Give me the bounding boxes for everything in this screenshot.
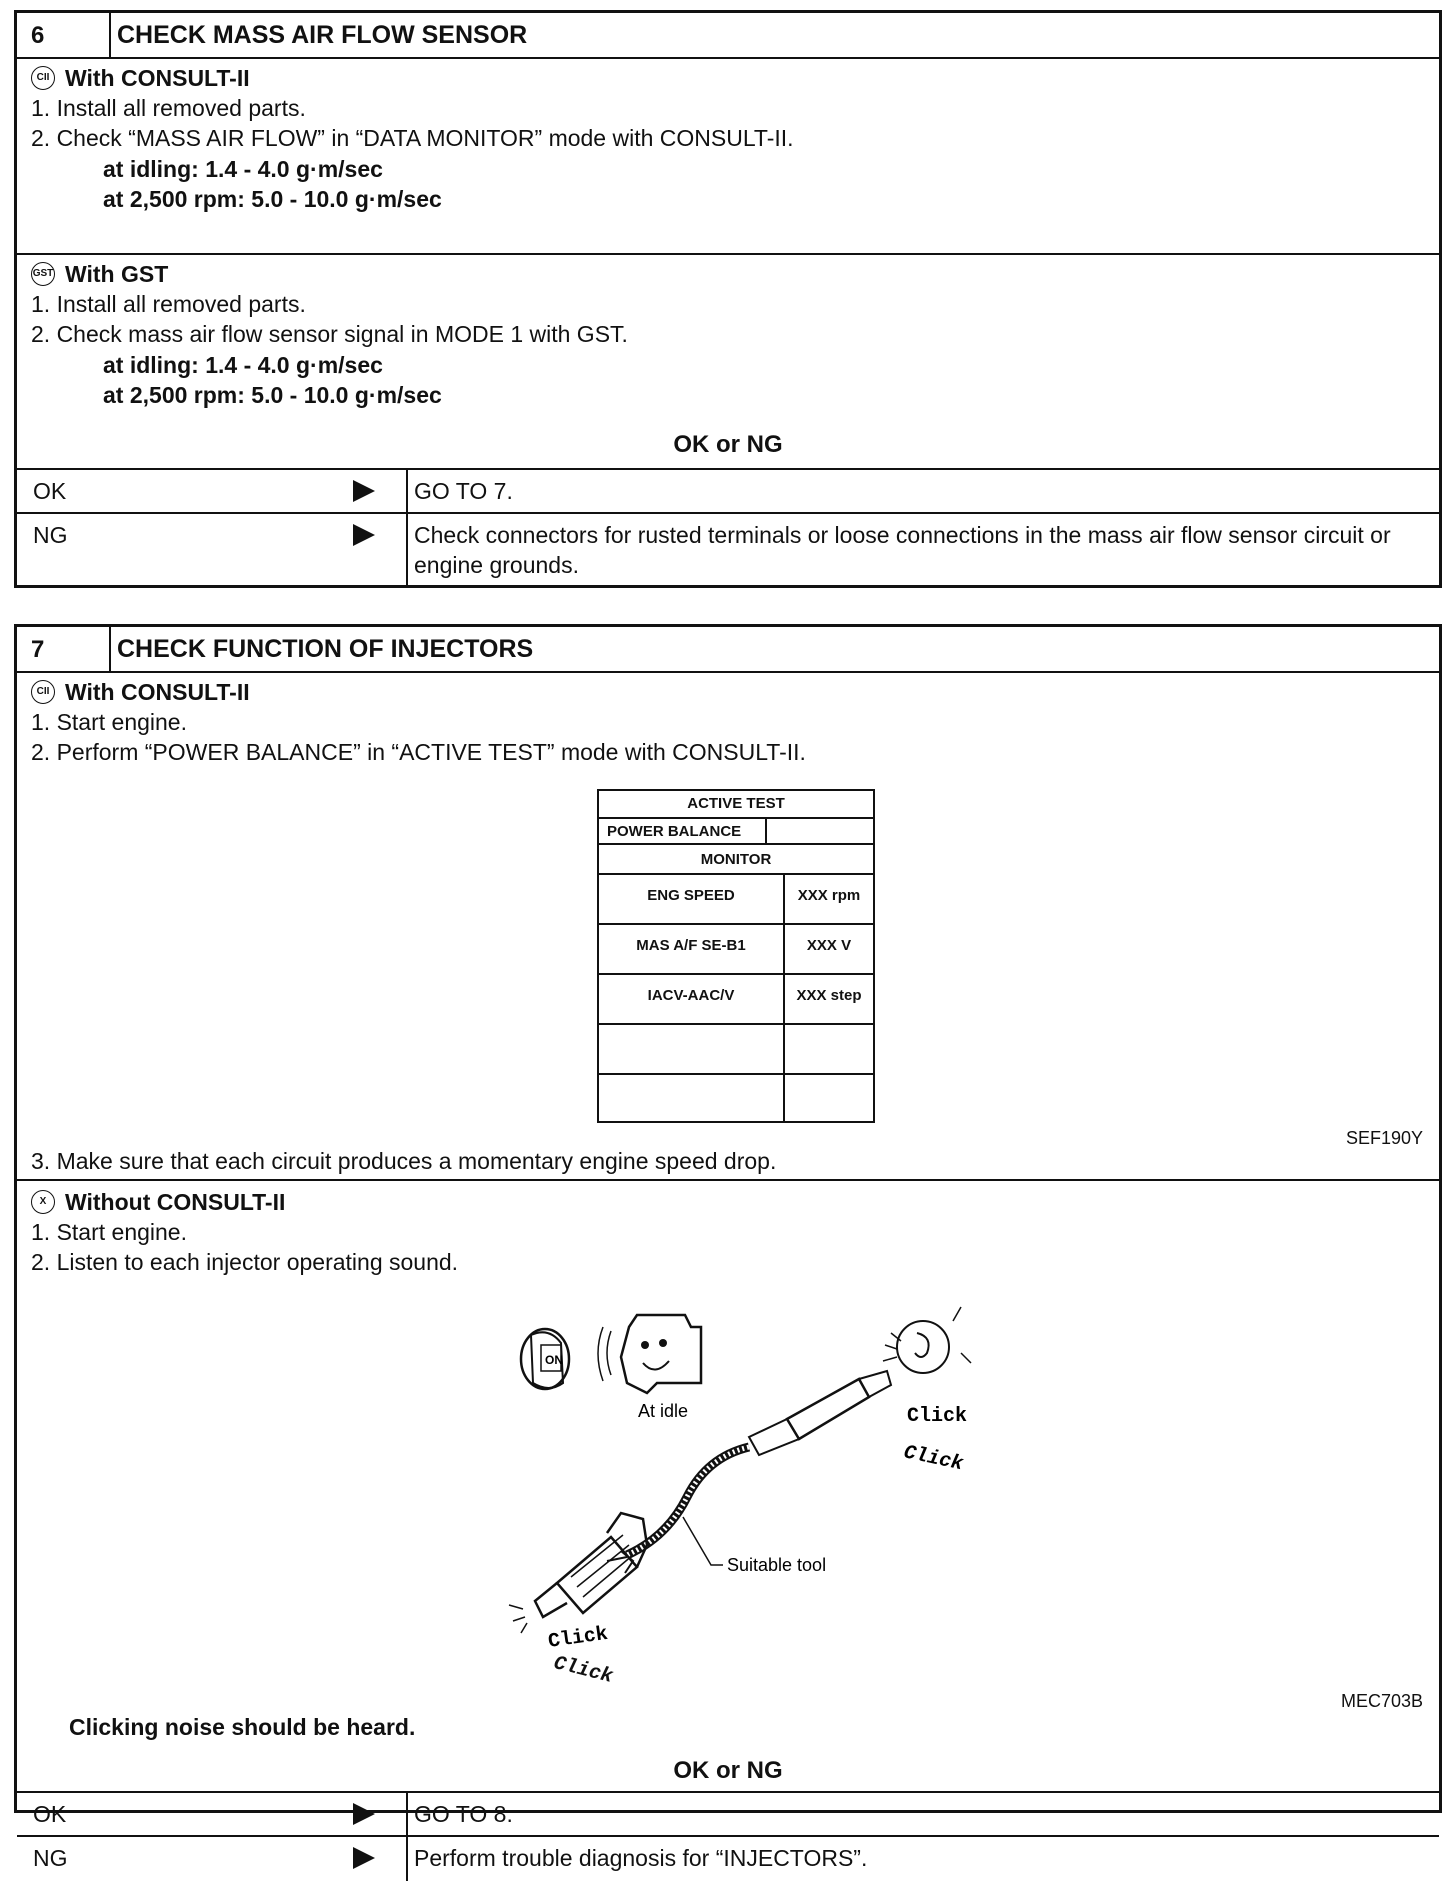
arrow-right-icon [353,480,375,502]
ng-row [17,1835,1439,1881]
ok-label: OK [33,1801,67,1827]
monitor-item-value: XXX step [796,987,862,1004]
ng-result: Perform trouble diagnosis for “INJECTORS”. [414,1845,868,1871]
monitor-item-value: XXX rpm [797,887,861,904]
injector-illustration [487,1287,1007,1667]
clicking-note: Clicking noise should be heard. [69,1714,416,1740]
table-rule [599,973,873,975]
table-rule [599,873,873,875]
step-number: 7 [31,636,45,663]
table-rule [599,1073,873,1075]
ok-result: GO TO 8. [414,1801,513,1827]
header-divider [109,13,111,57]
spec-line: at 2,500 rpm: 5.0 - 10.0 g·m/sec [103,382,442,408]
arrow-right-icon [353,1847,375,1869]
power-balance-item: POWER BALANCE [607,823,742,840]
spacer [547,1667,548,1668]
table-rule [765,817,767,843]
figure-code: SEF190Y [1345,1128,1423,1148]
ok-or-ng-label: OK or NG [673,1757,783,1784]
instruction-line: 1. Install all removed parts. [31,95,306,121]
instruction-line: 2. Perform “POWER BALANCE” in “ACTIVE TEST” mode with CONSULT-II. [31,739,806,765]
instruction-line: 2. Check mass air flow sensor signal in MODE 1 with GST. [31,321,628,347]
instruction-line: 1. Start engine. [31,1219,187,1245]
consult-icon: CII [31,680,55,704]
table-rule [599,923,873,925]
ok-result: GO TO 7. [414,478,513,504]
click-label: Click [901,1441,966,1477]
ear-icon [883,1307,971,1373]
row-divider [406,1837,408,1881]
consult-icon: CII [31,66,55,90]
step-7-header [17,627,1439,673]
gst-icon: GST [31,262,55,286]
instruction-line: 2. Check “MASS AIR FLOW” in “DATA MONITOR” mode with CONSULT-II. [31,125,794,151]
spec-line: at 2,500 rpm: 5.0 - 10.0 g·m/sec [103,186,442,212]
click-label: Click [551,1652,616,1689]
step-7-box [14,624,1442,1871]
without-consult-heading: Without CONSULT-II [65,1189,286,1215]
figure-code: MEC703B [1340,1691,1423,1711]
ok-row [17,1791,1439,1837]
step-title: CHECK FUNCTION OF INJECTORS [117,635,534,663]
ng-label: NG [33,1845,68,1871]
gst-heading: With GST [65,261,169,287]
tool-handle [749,1371,891,1455]
consult-heading: With CONSULT-II [65,65,250,91]
no-consult-icon: X [31,1190,55,1214]
click-label: Click [546,1622,610,1654]
at-idle-label: At idle [637,1401,689,1421]
step-title: CHECK MASS AIR FLOW SENSOR [117,21,528,49]
injector-icon [509,1513,647,1633]
click-label: Click [907,1405,968,1428]
instruction-line: 2. Listen to each injector operating sound. [31,1249,459,1275]
monitor-item-name: MAS A/F SE-B1 [636,937,746,954]
consult-heading: With CONSULT-II [65,679,250,705]
step-6-header [17,13,1439,59]
suitable-tool-label: Suitable tool [727,1555,827,1575]
ng-row [17,512,1439,587]
row-divider [406,1793,408,1837]
step-number: 6 [31,22,45,49]
spec-line: at idling: 1.4 - 4.0 g·m/sec [103,156,383,182]
row-divider [406,514,408,587]
instruction-line: 1. Install all removed parts. [31,291,306,317]
row-divider [406,470,408,514]
table-rule [599,1023,873,1025]
key-on-label: ON [545,1353,563,1367]
ng-label: NG [33,522,68,548]
monitor-label: MONITOR [700,851,772,868]
table-rule [599,843,873,845]
monitor-item-name: ENG SPEED [647,887,735,904]
header-divider [109,627,111,671]
table-rule [599,817,873,819]
arrow-right-icon [353,524,375,546]
monitor-item-value: XXX V [806,937,852,954]
section-divider [17,253,1439,255]
spec-line: at idling: 1.4 - 4.0 g·m/sec [103,352,383,378]
ok-row [17,468,1439,514]
engine-icon [598,1315,701,1393]
ok-or-ng-label: OK or NG [673,431,783,458]
section-divider [17,1179,1439,1181]
step-6-box [14,10,1442,588]
monitor-item-name: IACV-AAC/V [647,987,735,1004]
active-test-screen [597,789,875,1123]
instruction-line: 3. Make sure that each circuit produces a momentary engine speed drop. [31,1148,777,1174]
active-test-title: ACTIVE TEST [687,795,785,812]
ok-label: OK [33,478,67,504]
instruction-line: 1. Start engine. [31,709,187,735]
ng-result: Check connectors for rusted terminals or loose connections in the mass air flow sensor circuit or engine grounds. [414,522,1391,578]
ignition-key-icon [521,1329,569,1389]
